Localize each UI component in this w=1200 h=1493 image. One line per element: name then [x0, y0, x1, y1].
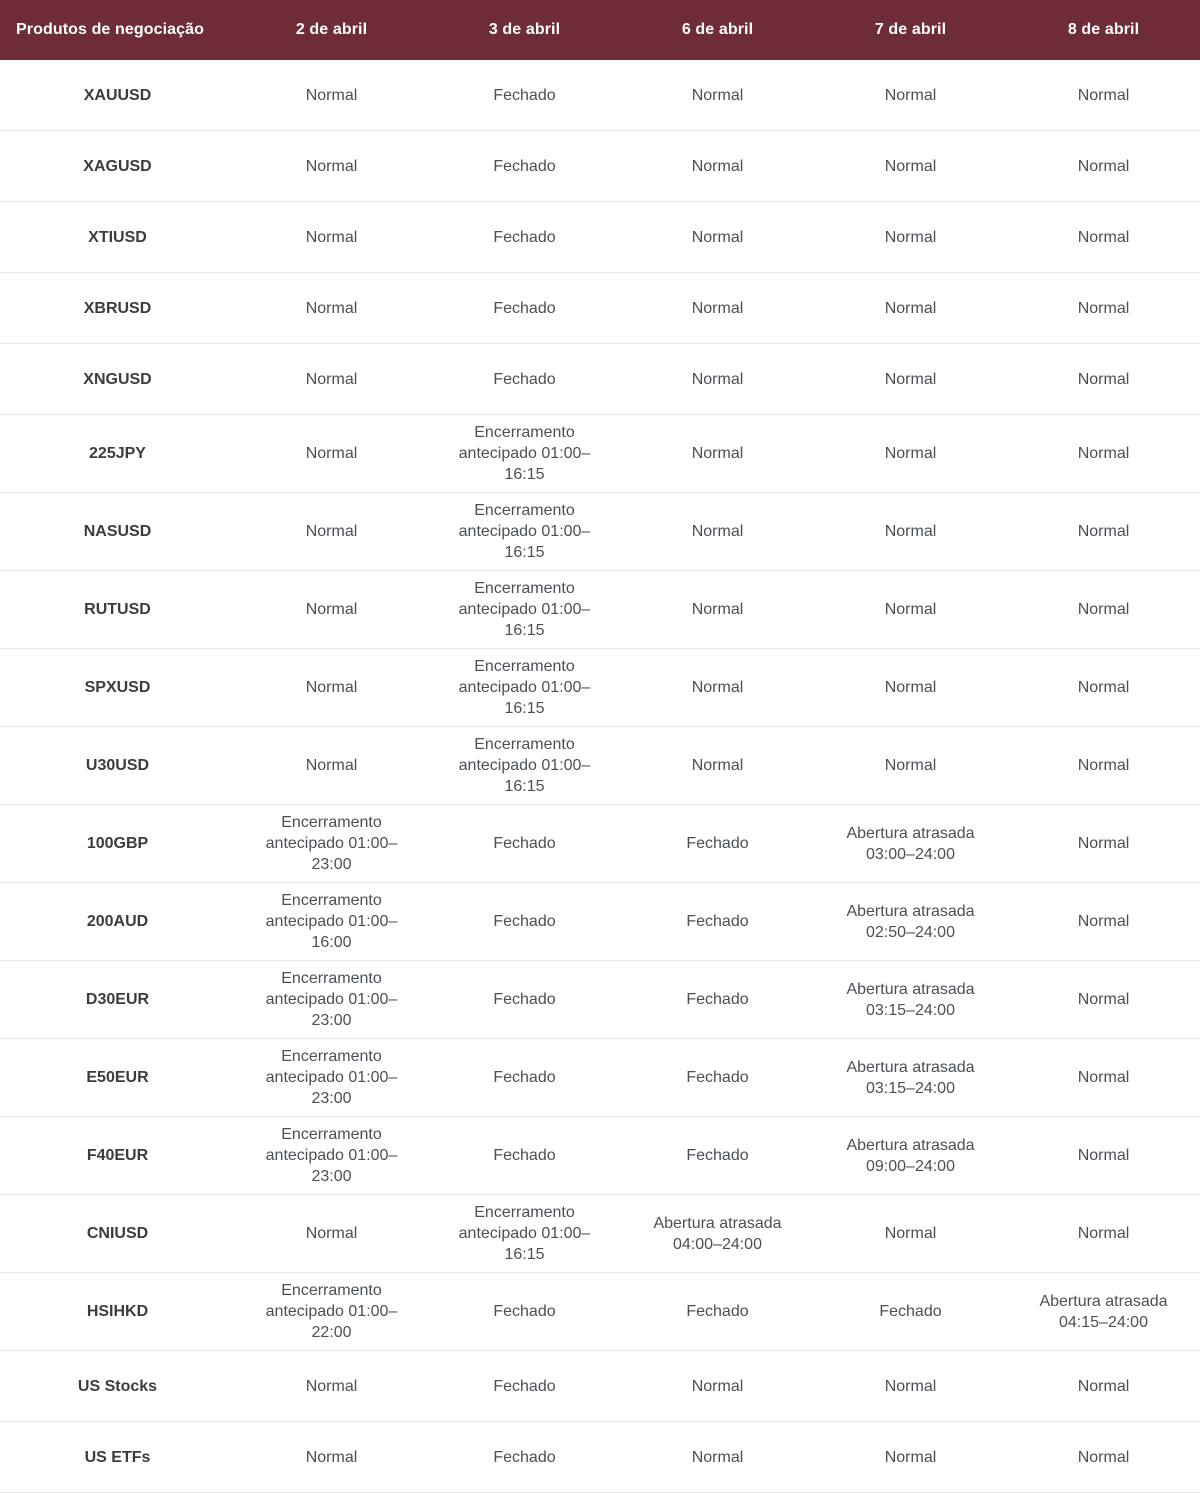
status-cell [428, 727, 621, 804]
status-value: Normal [884, 679, 937, 696]
table-row [0, 202, 1200, 273]
status-cell [621, 961, 814, 1038]
status-value: Normal [884, 757, 937, 774]
product-name: U30USD [85, 757, 150, 774]
status-cell [621, 344, 814, 414]
status-cell [621, 415, 814, 492]
table-row [0, 131, 1200, 202]
table-row [0, 571, 1200, 649]
status-cell [1007, 1273, 1200, 1350]
status-cell [621, 805, 814, 882]
product-cell [0, 1039, 235, 1116]
status-value: Normal [305, 1448, 358, 1466]
status-cell [814, 571, 1007, 648]
status-cell [235, 883, 428, 960]
status-value: Normal [1077, 1225, 1130, 1242]
table-row [0, 415, 1200, 493]
product-cell [0, 344, 235, 414]
status-value: Normal [691, 445, 744, 462]
status-cell [235, 727, 428, 804]
status-cell [621, 1351, 814, 1421]
status-value: Normal [1077, 1147, 1130, 1164]
product-cell [0, 571, 235, 648]
status-value: Encerramento antecipado 01:00–16:15 [458, 1204, 591, 1263]
header-date-2-april: 2 de abril [295, 21, 368, 38]
status-cell [814, 1195, 1007, 1272]
status-cell [428, 805, 621, 882]
status-value: Normal [1077, 157, 1130, 175]
status-value: Normal [1077, 757, 1130, 774]
status-value: Fechado [493, 86, 556, 104]
status-value: Normal [305, 1377, 358, 1395]
status-cell [428, 344, 621, 414]
status-value: Encerramento antecipado 01:00–23:00 [265, 1048, 398, 1107]
status-value: Normal [305, 1225, 358, 1242]
status-cell [428, 649, 621, 726]
product-name: 100GBP [86, 835, 149, 852]
status-cell [428, 1422, 621, 1492]
status-value: Fechado [493, 1303, 556, 1320]
status-cell [1007, 1117, 1200, 1194]
status-cell [428, 131, 621, 201]
status-value: Normal [305, 86, 358, 104]
product-cell [0, 649, 235, 726]
status-value: Normal [1077, 991, 1130, 1008]
product-cell [0, 727, 235, 804]
status-cell [1007, 571, 1200, 648]
status-value: Encerramento antecipado 01:00–16:00 [265, 892, 398, 951]
status-value: Fechado [686, 1303, 749, 1320]
status-cell [235, 415, 428, 492]
status-cell [428, 1351, 621, 1421]
status-cell [428, 202, 621, 272]
header-date-7-april: 7 de abril [874, 21, 947, 38]
product-name: 200AUD [86, 913, 149, 930]
status-cell [1007, 649, 1200, 726]
status-value: Fechado [686, 991, 749, 1008]
table-row [0, 493, 1200, 571]
status-value: Normal [1077, 601, 1130, 618]
status-value: Normal [305, 157, 358, 175]
status-value: Normal [884, 523, 937, 540]
product-name: HSIHKD [86, 1303, 149, 1320]
product-cell [0, 493, 235, 570]
status-cell [235, 1195, 428, 1272]
status-value: Normal [1077, 86, 1130, 104]
product-cell [0, 1195, 235, 1272]
status-cell [621, 1422, 814, 1492]
status-cell [621, 1039, 814, 1116]
status-cell [621, 571, 814, 648]
product-name: D30EUR [85, 991, 150, 1008]
status-cell [428, 1039, 621, 1116]
status-value: Normal [691, 601, 744, 618]
product-name: US ETFs [84, 1448, 151, 1466]
status-value: Normal [1077, 835, 1130, 852]
status-value: Normal [691, 679, 744, 696]
status-value: Encerramento antecipado 01:00–16:15 [458, 736, 591, 795]
status-value: Normal [884, 86, 937, 104]
status-cell [621, 883, 814, 960]
status-cell [235, 493, 428, 570]
status-value: Encerramento antecipado 01:00–23:00 [265, 970, 398, 1029]
table-header-row [0, 0, 1200, 60]
status-value: Normal [691, 1448, 744, 1466]
status-value: Encerramento antecipado 01:00–23:00 [265, 814, 398, 873]
status-cell [428, 571, 621, 648]
table-row [0, 1039, 1200, 1117]
status-value: Abertura atrasada 02:50–24:00 [846, 902, 975, 941]
status-cell [428, 1195, 621, 1272]
status-cell [621, 131, 814, 201]
status-value: Fechado [493, 1377, 556, 1395]
product-name: XNGUSD [83, 370, 152, 388]
status-value: Normal [305, 757, 358, 774]
product-cell [0, 1351, 235, 1421]
status-value: Abertura atrasada 03:15–24:00 [846, 1058, 975, 1097]
status-cell [235, 344, 428, 414]
status-value: Normal [691, 86, 744, 104]
status-value: Normal [691, 757, 744, 774]
status-value: Normal [691, 370, 744, 388]
status-value: Normal [1077, 913, 1130, 930]
status-value: Abertura atrasada 03:15–24:00 [846, 980, 975, 1019]
status-cell [814, 60, 1007, 130]
status-cell [235, 1273, 428, 1350]
product-name: CNIUSD [86, 1225, 149, 1242]
table-row [0, 1117, 1200, 1195]
status-value: Fechado [686, 1147, 749, 1164]
product-cell [0, 883, 235, 960]
status-cell [428, 1117, 621, 1194]
status-value: Fechado [493, 157, 556, 175]
status-cell [814, 1422, 1007, 1492]
status-value: Fechado [493, 1069, 556, 1086]
status-value: Normal [305, 679, 358, 696]
status-value: Normal [1077, 1069, 1130, 1086]
table-row [0, 805, 1200, 883]
status-value: Normal [1077, 523, 1130, 540]
product-cell [0, 1117, 235, 1194]
header-products-column: Produtos de negociação [16, 21, 205, 38]
status-cell [235, 571, 428, 648]
product-name: XTIUSD [88, 228, 147, 246]
status-value: Encerramento antecipado 01:00–16:15 [458, 580, 591, 639]
product-cell [0, 131, 235, 201]
table-row [0, 1195, 1200, 1273]
status-value: Normal [1077, 445, 1130, 462]
status-cell [1007, 344, 1200, 414]
status-cell [814, 1117, 1007, 1194]
status-value: Encerramento antecipado 01:00–23:00 [265, 1126, 398, 1185]
table-row [0, 961, 1200, 1039]
status-cell [428, 415, 621, 492]
status-value: Normal [884, 299, 937, 317]
status-cell [621, 727, 814, 804]
status-cell [1007, 202, 1200, 272]
status-cell [428, 493, 621, 570]
table-row [0, 1422, 1200, 1493]
product-cell [0, 805, 235, 882]
status-value: Fechado [493, 299, 556, 317]
status-value: Normal [1077, 228, 1130, 246]
table-row [0, 1273, 1200, 1351]
status-cell [814, 1039, 1007, 1116]
table-row [0, 727, 1200, 805]
status-cell [235, 131, 428, 201]
status-cell [814, 805, 1007, 882]
status-value: Normal [1077, 1448, 1130, 1466]
status-cell [235, 961, 428, 1038]
product-name: XAGUSD [83, 157, 152, 175]
status-value: Normal [305, 370, 358, 388]
status-cell [1007, 131, 1200, 201]
product-cell [0, 60, 235, 130]
status-value: Normal [884, 370, 937, 388]
product-name: SPXUSD [84, 679, 151, 696]
status-cell [814, 273, 1007, 343]
table-row [0, 649, 1200, 727]
status-value: Normal [1077, 1377, 1130, 1395]
product-name: US Stocks [77, 1377, 158, 1395]
product-cell [0, 415, 235, 492]
status-value: Abertura atrasada 04:15–24:00 [1039, 1292, 1168, 1331]
status-cell [814, 1351, 1007, 1421]
status-cell [235, 273, 428, 343]
status-cell [1007, 883, 1200, 960]
status-value: Normal [884, 228, 937, 246]
status-value: Normal [1077, 370, 1130, 388]
header-date-6-april: 6 de abril [681, 21, 754, 38]
product-name: NASUSD [83, 523, 152, 540]
status-cell [235, 649, 428, 726]
status-cell [621, 273, 814, 343]
status-cell [814, 202, 1007, 272]
status-cell [235, 1351, 428, 1421]
status-value: Normal [884, 1377, 937, 1395]
status-cell [621, 1195, 814, 1272]
status-cell [235, 1117, 428, 1194]
status-cell [428, 1273, 621, 1350]
status-value: Fechado [493, 835, 556, 852]
table-body [0, 60, 1200, 1493]
table-row [0, 883, 1200, 961]
status-value: Fechado [686, 1069, 749, 1086]
status-value: Fechado [686, 835, 749, 852]
product-name: F40EUR [86, 1147, 149, 1164]
status-cell [621, 1273, 814, 1350]
table-row [0, 344, 1200, 415]
table-row [0, 60, 1200, 131]
status-cell [235, 202, 428, 272]
status-cell [814, 131, 1007, 201]
status-value: Fechado [879, 1303, 942, 1320]
status-value: Normal [691, 157, 744, 175]
product-name: XAUUSD [83, 86, 152, 104]
product-name: XBRUSD [83, 299, 152, 317]
status-cell [428, 273, 621, 343]
status-value: Fechado [493, 370, 556, 388]
status-cell [814, 727, 1007, 804]
status-cell [428, 883, 621, 960]
status-value: Fechado [493, 228, 556, 246]
status-cell [621, 60, 814, 130]
status-cell [1007, 727, 1200, 804]
status-value: Encerramento antecipado 01:00–16:15 [458, 502, 591, 561]
status-cell [428, 60, 621, 130]
status-cell [1007, 1195, 1200, 1272]
table-row [0, 273, 1200, 344]
status-cell [814, 961, 1007, 1038]
status-cell [1007, 415, 1200, 492]
status-value: Normal [305, 445, 358, 462]
status-value: Fechado [686, 913, 749, 930]
status-value: Normal [305, 523, 358, 540]
status-cell [814, 883, 1007, 960]
status-value: Normal [305, 299, 358, 317]
status-cell [1007, 805, 1200, 882]
status-value: Normal [305, 228, 358, 246]
status-cell [814, 344, 1007, 414]
status-value: Normal [884, 1448, 937, 1466]
status-cell [814, 415, 1007, 492]
status-cell [814, 1273, 1007, 1350]
status-value: Normal [691, 228, 744, 246]
status-value: Normal [1077, 679, 1130, 696]
status-value: Abertura atrasada 03:00–24:00 [846, 824, 975, 863]
status-value: Normal [691, 299, 744, 317]
product-cell [0, 1273, 235, 1350]
status-cell [814, 493, 1007, 570]
status-value: Fechado [493, 1147, 556, 1164]
status-cell [1007, 961, 1200, 1038]
status-cell [235, 60, 428, 130]
status-value: Normal [884, 157, 937, 175]
status-cell [1007, 273, 1200, 343]
product-cell [0, 202, 235, 272]
status-cell [621, 493, 814, 570]
status-cell [621, 1117, 814, 1194]
status-value: Encerramento antecipado 01:00–22:00 [265, 1282, 398, 1341]
status-value: Fechado [493, 1448, 556, 1466]
status-cell [1007, 1422, 1200, 1492]
status-cell [621, 649, 814, 726]
header-date-3-april: 3 de abril [488, 21, 561, 38]
status-cell [235, 1422, 428, 1492]
product-name: 225JPY [89, 445, 146, 462]
status-cell [814, 649, 1007, 726]
status-value: Normal [884, 1225, 937, 1242]
status-value: Abertura atrasada 09:00–24:00 [846, 1136, 975, 1175]
status-value: Abertura atrasada 04:00–24:00 [653, 1214, 782, 1253]
status-cell [1007, 60, 1200, 130]
status-value: Normal [884, 445, 937, 462]
product-name: RUTUSD [84, 601, 151, 618]
status-value: Encerramento antecipado 01:00–16:15 [458, 424, 591, 483]
table-row [0, 1351, 1200, 1422]
status-cell [235, 1039, 428, 1116]
status-value: Fechado [493, 991, 556, 1008]
status-value: Encerramento antecipado 01:00–16:15 [458, 658, 591, 717]
status-cell [621, 202, 814, 272]
status-value: Normal [691, 523, 744, 540]
status-value: Fechado [493, 913, 556, 930]
status-value: Normal [691, 1377, 744, 1395]
product-cell [0, 273, 235, 343]
product-name: E50EUR [86, 1069, 149, 1086]
status-cell [428, 961, 621, 1038]
product-cell [0, 961, 235, 1038]
status-value: Normal [305, 601, 358, 618]
status-cell [1007, 493, 1200, 570]
product-cell [0, 1422, 235, 1492]
status-cell [1007, 1351, 1200, 1421]
status-value: Normal [884, 601, 937, 618]
status-cell [1007, 1039, 1200, 1116]
status-value: Normal [1077, 299, 1130, 317]
header-date-8-april: 8 de abril [1067, 21, 1140, 38]
status-cell [235, 805, 428, 882]
